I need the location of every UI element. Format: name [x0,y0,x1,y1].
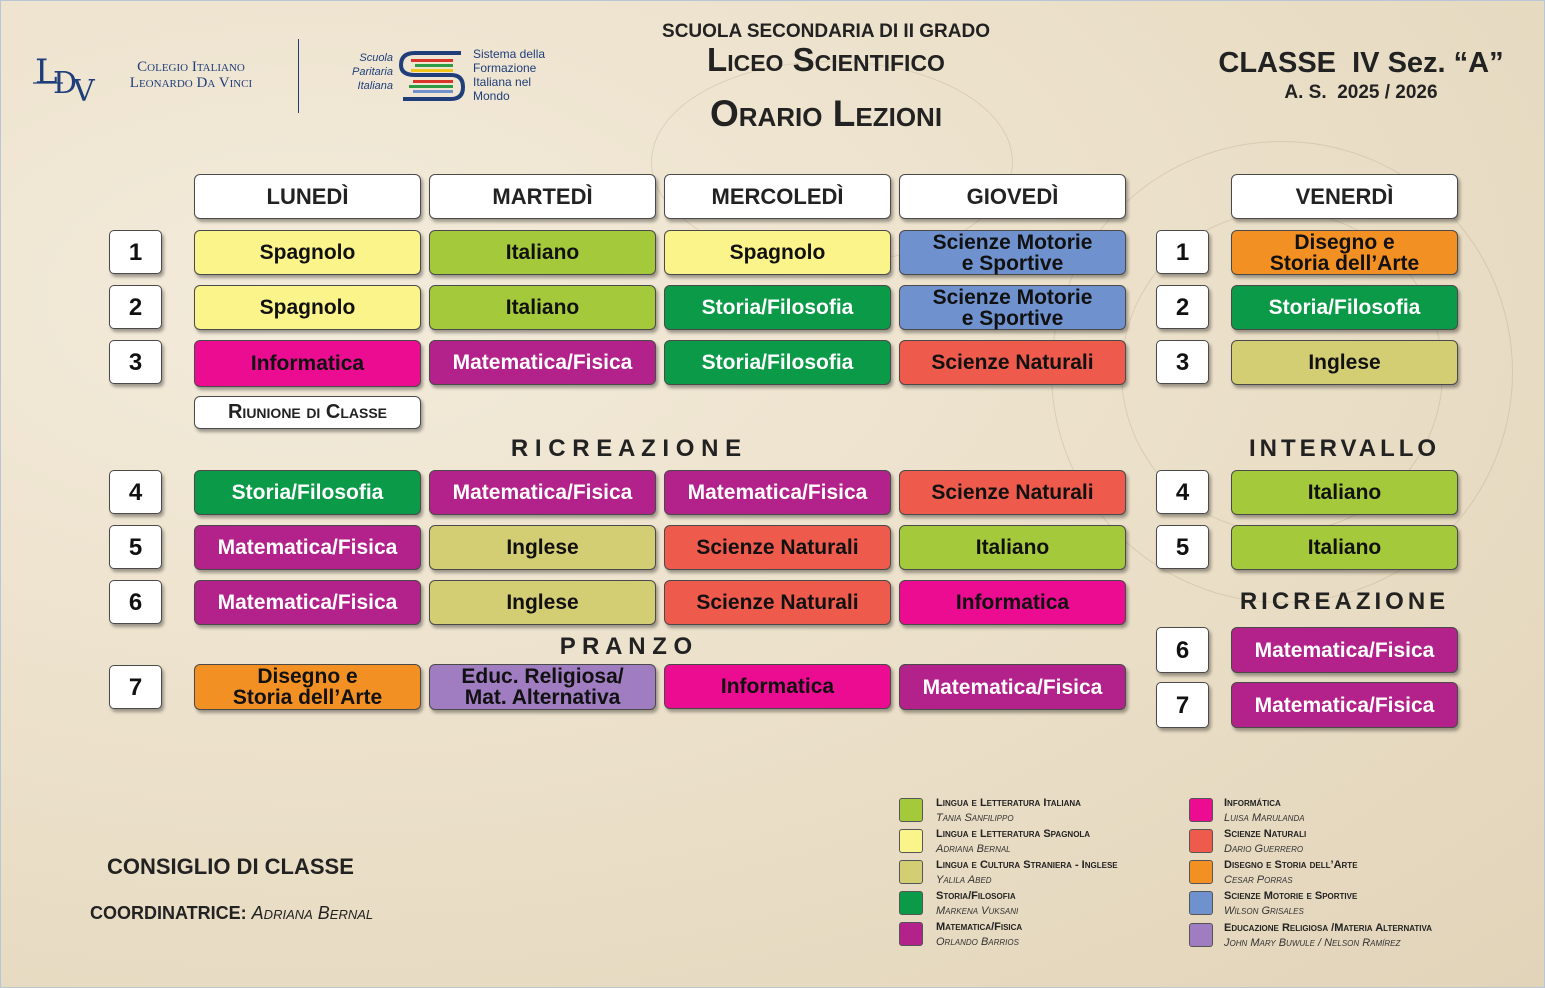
lesson-cell: Storia/Filosofia [664,340,891,385]
period-number: 4 [109,470,162,514]
friday-period-number: 2 [1156,285,1209,329]
period-number: 2 [109,285,162,329]
class-meeting-label: Riunione di Classe [194,396,421,429]
lesson-cell: Informatica [194,340,421,387]
period-number: 6 [109,580,162,624]
ldv-monogram-icon [33,47,99,103]
legend-teacher: Cesar Porras [1224,874,1293,886]
legend-subject: Lingua e Letteratura Spagnola [936,828,1091,840]
coordinator-label: COORDINATRICE: [90,903,247,923]
lesson-cell: Italiano [899,525,1126,570]
document-title: Orario Lezioni [709,93,943,134]
lesson-cell: Matematica/Fisica [429,470,656,515]
lesson-cell: Inglese [429,580,656,625]
lesson-cell: Storia/Filosofia [664,285,891,330]
lesson-cell: Disegno e Storia dell’Arte [194,664,421,710]
friday-period-number: 5 [1156,525,1209,569]
legend-subject: Educazione Religiosa /Materia Alternativa [1224,922,1433,934]
legend-teacher: John Mary Buwule / Nelson Ramírez [1224,937,1401,949]
lesson-cell: Matematica/Fisica [194,525,421,570]
friday-recess-label: RICREAZIONE [1239,588,1450,615]
friday-period-number: 4 [1156,470,1209,514]
legend-subject: Scienze Motorie e Sportive [1224,890,1358,902]
legend-swatch [1189,923,1213,947]
day-header-wednesday: MERCOLEDÌ [664,174,891,219]
lesson-cell: Italiano [1231,470,1458,515]
legend-subject: Storia/Filosofia [936,890,1016,902]
coordinator-line [90,903,373,924]
sfim-logo-icon [397,45,469,108]
ldv-name-line1: Colegio Italiano [137,59,245,75]
lesson-cell: Scienze Motorie e Sportive [899,230,1126,275]
legend-teacher: Adriana Bernal [936,843,1011,855]
ldv-name-line2: Leonardo Da Vinci [129,75,253,91]
lesson-cell: Disegno e Storia dell’Arte [1231,230,1458,275]
day-header-friday: VENERDÌ [1231,174,1458,219]
legend-teacher: Wilson Grisales [1224,905,1304,917]
lesson-cell: Storia/Filosofia [194,470,421,515]
legend-swatch [899,922,923,946]
ldv-logo [33,47,99,108]
period-number: 1 [109,230,162,274]
lesson-cell: Scienze Naturali [664,525,891,570]
lesson-cell: Informatica [664,664,891,709]
lesson-cell: Scienze Motorie e Sportive [899,285,1126,330]
sfim-right-text: Sistema della Formazione Italiana nel Mondo [473,47,546,103]
lesson-cell: Scienze Naturali [899,470,1126,515]
legend-subject: Informática [1224,797,1281,809]
sfim-left-text: Scuola Paritaria Italiana [352,52,393,92]
svg-text:L: L [35,52,58,92]
legend-subject: Lingua e Letteratura Italiana [936,797,1081,809]
svg-text:D: D [53,66,78,101]
school-year: A. S. 2025 / 2026 [1284,82,1438,103]
lesson-cell: Spagnolo [194,285,421,330]
legend-teacher: Yalila Abed [936,874,992,886]
lesson-cell: Italiano [1231,525,1458,570]
day-header-monday: LUNEDÌ [194,174,421,219]
svg-text:V: V [73,74,95,103]
recess-label: R I C R E A Z I O N E [510,435,742,462]
lesson-cell: Scienze Naturali [899,340,1126,385]
logo-divider [298,39,299,113]
lesson-cell: Spagnolo [664,230,891,275]
legend-swatch [1189,798,1213,822]
friday-interval-label: INTERVALLO [1248,435,1441,462]
lesson-cell: Matematica/Fisica [1231,682,1458,728]
council-title: CONSIGLIO DI CLASSE [107,854,354,879]
lesson-cell: Informatica [899,580,1126,625]
period-number: 3 [109,340,162,384]
legend-teacher: Dario Guerrero [1224,843,1304,855]
legend-subject: Disegno e Storia dell’Arte [1224,859,1358,871]
ldv-school-name [111,59,271,91]
lesson-cell: Spagnolo [194,230,421,275]
class-label: CLASSE IV Sez. “A” [1218,47,1504,79]
lesson-cell: Italiano [429,230,656,275]
legend-swatch [899,891,923,915]
lesson-cell: Inglese [429,525,656,570]
school-name: Liceo Scientifico [707,41,945,78]
legend-subject: Scienze Naturali [1224,828,1307,840]
friday-period-number: 7 [1156,682,1209,728]
lesson-cell: Educ. Religiosa/ Mat. Alternativa [429,664,656,710]
legend-swatch [899,860,923,884]
lesson-cell: Inglese [1231,340,1458,385]
legend-swatch [899,798,923,822]
period-number: 5 [109,525,162,569]
friday-period-number: 3 [1156,340,1209,384]
lesson-cell: Matematica/Fisica [194,580,421,625]
period-number: 7 [109,665,162,709]
lesson-cell: Matematica/Fisica [1231,627,1458,673]
legend-subject: Lingua e Cultura Straniera - Inglese [936,859,1118,871]
friday-period-number: 6 [1156,627,1209,673]
lunch-label: P R A N Z O [559,633,693,660]
friday-period-number: 1 [1156,230,1209,274]
legend-swatch [899,829,923,853]
lesson-cell: Matematica/Fisica [429,340,656,385]
lesson-cell: Scienze Naturali [664,580,891,625]
coordinator-name: Adriana Bernal [251,903,374,923]
legend-swatch [1189,860,1213,884]
legend-subject: Matematica/Fisica [936,921,1023,933]
legend-teacher: Tania Sanfilippo [936,812,1014,824]
lesson-cell: Italiano [429,285,656,330]
day-header-thursday: GIOVEDÌ [899,174,1126,219]
day-header-tuesday: MARTEDÌ [429,174,656,219]
lesson-cell: Storia/Filosofia [1231,285,1458,330]
legend-teacher: Markena Vuksani [936,905,1019,917]
legend-teacher: Orlando Barrios [936,936,1019,948]
legend-teacher: Luisa Marulanda [1224,812,1305,824]
lesson-cell: Matematica/Fisica [664,470,891,515]
school-level: SCUOLA SECONDARIA DI II GRADO [662,21,990,42]
lesson-cell: Matematica/Fisica [899,664,1126,710]
legend-swatch [1189,891,1213,915]
legend-swatch [1189,829,1213,853]
